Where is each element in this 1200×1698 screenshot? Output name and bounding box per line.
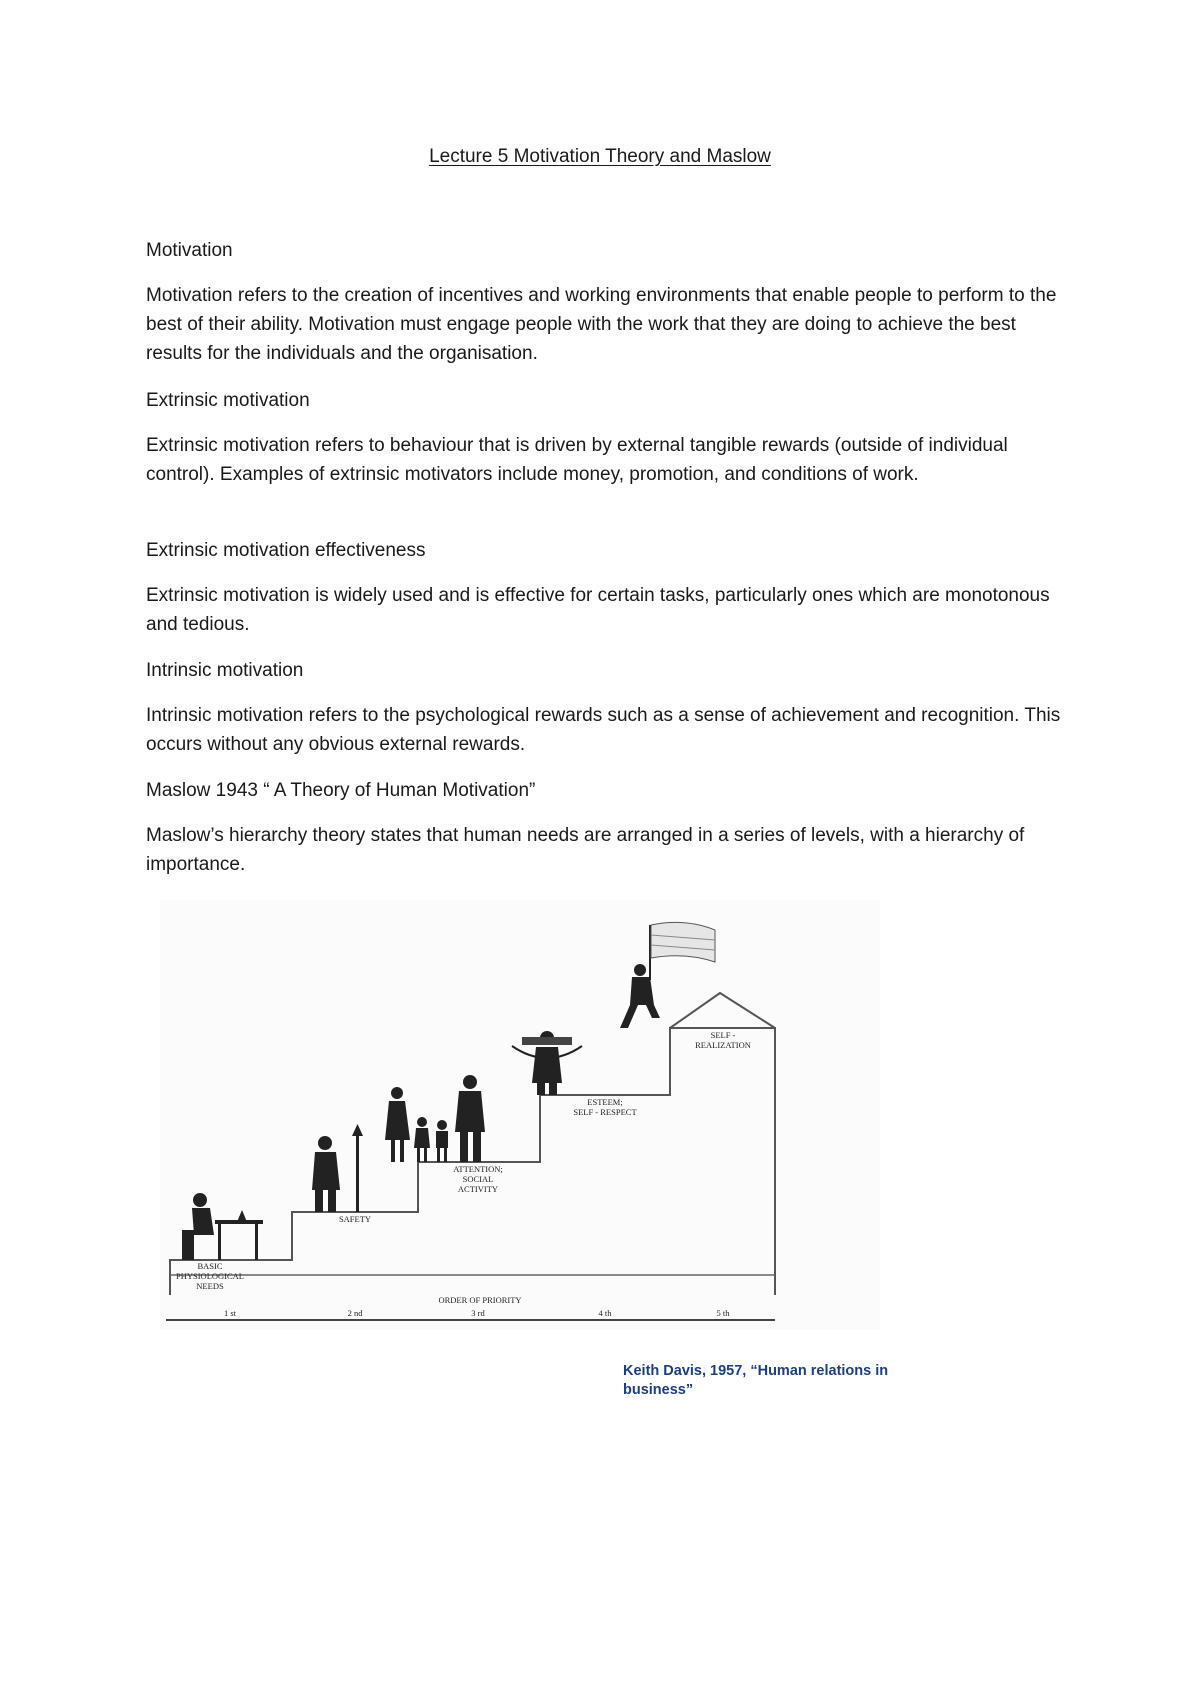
step-1-label-line2: PHYSIOLOGICAL <box>176 1271 244 1281</box>
section-body-intrinsic: Intrinsic motivation refers to the psychological rewards such as a sense of achievement and recognition. This occurs without any obvious external rewards. <box>146 705 1061 755</box>
maslow-staircase-figure <box>160 900 880 1330</box>
order-5-label: 5 th <box>716 1308 730 1318</box>
step-3-label-line2: SOCIAL <box>462 1174 494 1184</box>
step-1-label-line1: BASIC <box>197 1261 223 1271</box>
figure-background <box>160 900 880 1330</box>
section-heading-extrinsic: Extrinsic motivation <box>146 390 310 411</box>
step-1-label-line3: NEEDS <box>196 1281 224 1291</box>
step-3-label-line1: ATTENTION; <box>453 1164 503 1174</box>
order-2-label: 2 nd <box>347 1308 363 1318</box>
section-heading-intrinsic: Intrinsic motivation <box>146 660 304 681</box>
order-3-label: 3 rd <box>471 1308 485 1318</box>
step-5-label-line1: SELF - <box>710 1030 736 1040</box>
step-4-label-line1: ESTEEM; <box>587 1097 623 1107</box>
step-2-label-line1: SAFETY <box>338 1214 372 1224</box>
document-title: Lecture 5 Motivation Theory and Maslow <box>429 146 771 167</box>
figure-caption <box>623 1362 923 1400</box>
step-5-label-line2: REALIZATION <box>695 1040 751 1050</box>
caption-line2: business” <box>623 1382 694 1398</box>
staircase-diagram <box>160 900 880 1330</box>
caption-line1: Keith Davis, 1957, “Human relations in <box>623 1363 889 1379</box>
priority-axis-label: ORDER OF PRIORITY <box>438 1295 522 1305</box>
step-3-label-line3: ACTIVITY <box>457 1184 499 1194</box>
section-body-motivation: Motivation refers to the creation of incentives and working environments that enable people to perform to the best of their ability. Motivation must engage people with the work that they are doing to achieve the best results for the individuals and the organisation. <box>146 285 1057 364</box>
section-body-extrinsic-effectiveness: Extrinsic motivation is widely used and is effective for certain tasks, particularly ones which are monotonous and tedious. <box>146 585 1050 635</box>
section-body-extrinsic: Extrinsic motivation refers to behaviour that is driven by external tangible rewards (outside of individual control). Examples of extrinsic motivators include money, promotion, and conditions of work. <box>146 435 1008 485</box>
order-4-label: 4 th <box>598 1308 612 1318</box>
order-1-label: 1 st <box>223 1308 237 1318</box>
section-body-maslow: Maslow’s hierarchy theory states that human needs are arranged in a series of levels, with a hierarchy of importance. <box>146 825 1025 875</box>
section-heading-maslow: Maslow 1943 “ A Theory of Human Motivation” <box>146 780 536 801</box>
section-heading-motivation: Motivation <box>146 240 233 261</box>
section-heading-extrinsic-effectiveness: Extrinsic motivation effectiveness <box>146 540 426 561</box>
step-4-label-line2: SELF - RESPECT <box>573 1107 637 1117</box>
